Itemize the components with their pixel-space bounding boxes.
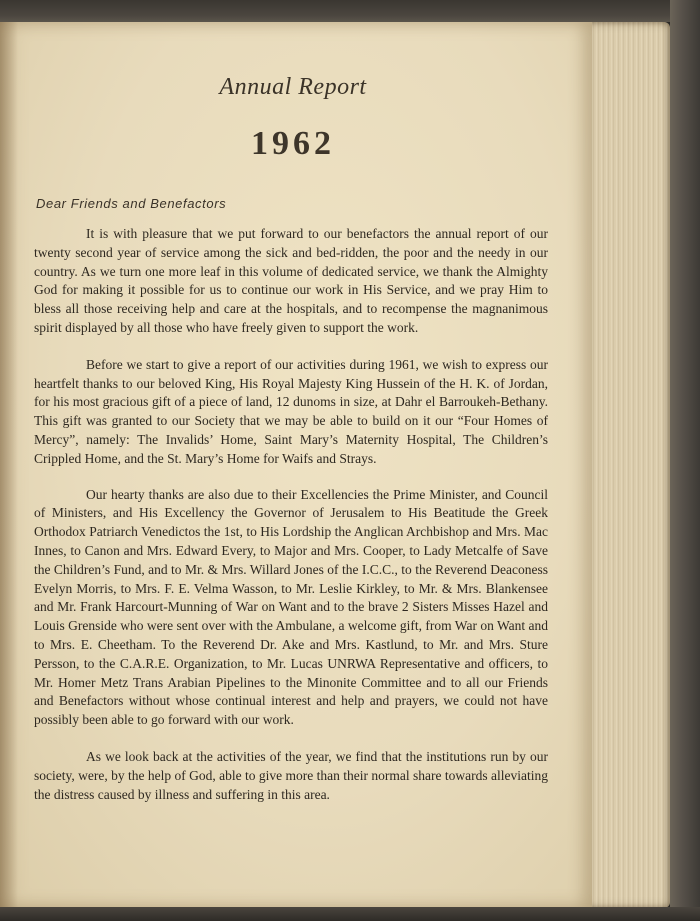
book-cover-right-edge: [670, 0, 700, 921]
paragraph-royal-gift: Before we start to give a report of our activities during 1961, we wish to express our heartfelt thanks to our beloved King, His Royal Majesty King Hussein of the H. K. of Jordan, for his most gracious gift of a piece of land, 12 dunoms in size, at Dahr el Barroukeh-Bethany. This gift was granted to our Society that we may be able to build on it our “Four Homes of Mercy”, namely: The Invalids’ Home, Saint Mary’s Maternity Hospital, The Children’s Crippled Home, and the St. Mary’s Home for Waifs and Strays.: [34, 356, 548, 466]
book-cover-bottom-edge: [0, 907, 700, 921]
paragraph-thanks: Our hearty thanks are also due to their Excellencies the Prime Minister, and Council of Ministers, and His Excellency the Governor of Jerusalem to His Beatitude the Greek Orthodox Patriarch Venedictos the 1st, to His Lordship the Anglican Archbishop and Mrs. Mac Innes, to Canon and Mrs. Edward Every, to Major and Mrs. Cooper, to Lady Metcalfe of Save the Children’s Fund, and to Mr. & Mrs. Willard Jones of the I.C.C., to the Reverend Deaconess Evelyn Morris, to Mrs. F. E. Velma Wasson, to Mr. Leslie Kirkley, to Mr. & Mrs. Blankensee and Mr. Frank Harcourt-Munning of War on Want and to the brave 2 Sisters Misses Hazel and Louis Grenside who were sent over with the Ambulane, a welcome gift, from War on Want and to Mrs. E. Cheetham. To the Reverend Dr. Ake and Mrs. Kastlund, to Mr. and Mrs. Sture Persson, to the C.A.R.E. Organization, to Mr. Lucas UNRWA Representative and officers, to Mr. Homer Metz Trans Arabian Pipelines to the Minonite Committee and to all our Friends and Benefactors without whose continual interest and help and prayers, we could not have possibly been able to go forward with our work.: [34, 486, 548, 728]
page-stack-edges: [580, 22, 670, 908]
paragraph-intro: It is with pleasure that we put forward to our benefactors the annual report of our twenty second year of service among the sick and bed-ridden, the poor and the needy in our country. As we turn one more leaf in this volume of dedicated service, we thank the Almighty God for making it possible for us to continue our work in His Service, and we pray Him to bless all those receiving help and care at the hospitals, and to recompense the magnanimous spirit displayed by all those who have freely given to support the work.: [34, 226, 548, 335]
report-title: Annual Report: [219, 74, 367, 100]
book-cover-top-edge: [0, 0, 700, 22]
report-year: 1962: [251, 125, 335, 162]
letter-body: [34, 225, 548, 822]
salutation: Dear Friends and Benefactors: [36, 196, 227, 211]
paragraph-review: As we look back at the activities of the year, we find that the institutions run by our society, were, by the help of God, able to give more than their normal share towards alleviating the distress caused by illness and suffering in this area.: [34, 748, 548, 802]
